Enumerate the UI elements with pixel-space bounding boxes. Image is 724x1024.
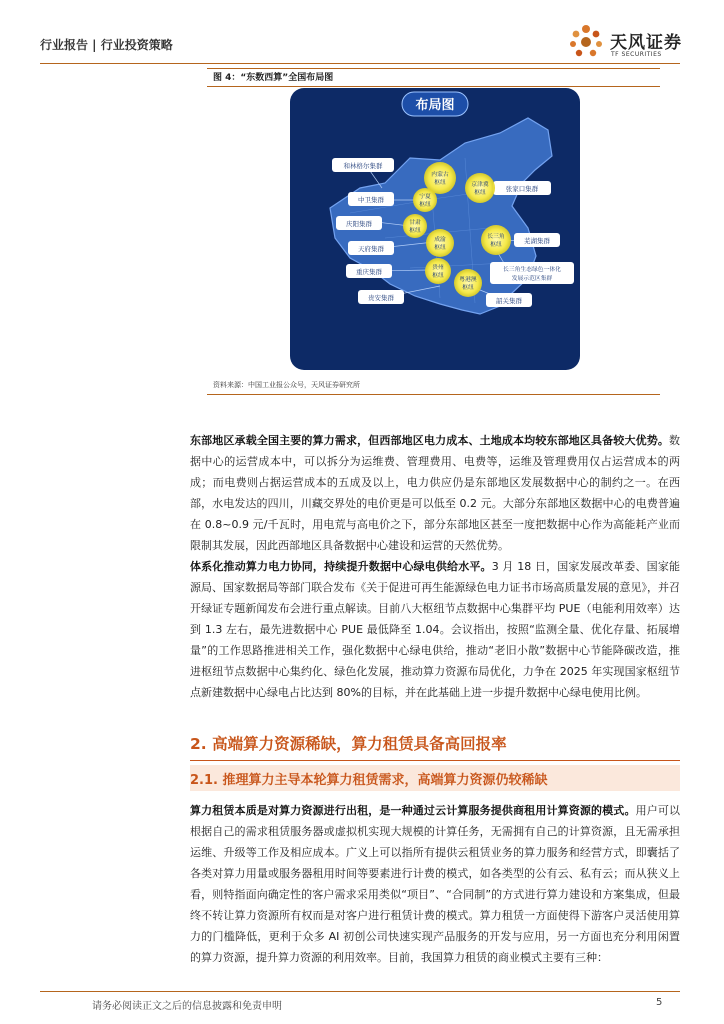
svg-text:枢纽: 枢纽 <box>474 190 486 196</box>
hub-gba-node <box>454 269 482 297</box>
subsection-heading: 2.1. 推理算力主导本轮算力租赁需求，高端算力资源仍较稀缺 <box>190 773 548 788</box>
svg-text:内蒙古: 内蒙古 <box>431 172 449 178</box>
figure-source: 资料来源：中国工业报公众号，天风证券研究所 <box>213 381 360 389</box>
logo-chinese-name: 天风证券 <box>610 33 682 53</box>
section-heading: 2. 高端算力资源稀缺，算力租赁具备高回报率 <box>190 735 507 753</box>
cluster-horinger: 和林格尔集群 <box>343 162 383 170</box>
paragraph-green-power <box>190 556 680 703</box>
cluster-yangtze-eco-line2: 发展示范区集群 <box>511 276 553 282</box>
page-number: 5 <box>656 997 663 1008</box>
hub-chengyu-node <box>426 229 454 257</box>
svg-text:甘肃: 甘肃 <box>409 220 421 226</box>
hub-ningxia-node <box>413 188 437 212</box>
map-title-badge <box>402 92 468 116</box>
cluster-zhangjiakou: 张家口集群 <box>505 185 539 193</box>
cluster-zhongwei: 中卫集群 <box>358 196 384 204</box>
header-divider <box>40 63 680 64</box>
hub-jingjinji-node <box>465 173 495 203</box>
cluster-chongqing: 重庆集群 <box>356 268 382 276</box>
svg-text:粤港澳: 粤港澳 <box>459 277 477 283</box>
cluster-shaoguan: 韶关集群 <box>496 297 522 305</box>
company-logo <box>568 22 698 62</box>
svg-text:枢纽: 枢纽 <box>434 180 446 186</box>
tf-securities-logo-icon <box>568 24 604 60</box>
cluster-yangtze-eco-line1: 长三角生态绿色一体化 <box>503 267 561 273</box>
national-layout-map <box>290 88 580 370</box>
paragraph-text: 用户可以根据自己的需求租赁服务器或虚拟机实现大规模的计算任务，无需拥有自己的计算资源，且无需承担运维、升级等工作及相应成本。广义上可以指所有提供云租赁业务的算力服务和经营方式，即囊括了各类对算力用量或服务器租用时间等要素进行计费的模式，如各类型的公有云、私有云；而从狭义上看，则特指面向确定性的客户需求采用类似“项目”、“合同制”的方式进行算力建设和方案集成，但最终不转让算力资源所有权而是对客户进行租赁计费的模式。算力租赁一方面使得下游客户灵活使用算力的门槛降低，更利于众多 AI 初创公司快速实现产品服务的开发与应用，另一方面也充分利用闲置的算力资源，提升算力资源的利用效率。目前，我国算力租赁的商业模式主要有三种： <box>190 804 680 964</box>
figure-top-rule <box>207 68 660 69</box>
map-title: 布局图 <box>415 98 455 113</box>
hub-yangtze-node <box>481 225 511 255</box>
svg-text:枢纽: 枢纽 <box>462 285 474 291</box>
svg-text:贵州: 贵州 <box>432 265 444 271</box>
paragraph-text: 数据中心的运营成本中，可以拆分为运维费、管理费用、电费等，运维及管理费用仅占运营成本的两成；而电费则占据运营成本的五成及以上，电力供应仍是东部地区发展数据中心的制约之一。在西部，水电发达的四川，川藏交界处的电价更是可以低至 0.2 元。大部分东部地区数据中心的电费普遍在 0.8~0.9 元/千瓦时，用电荒与高电价之下，部分东部地区甚至一度把数据中心作为高能耗产业而限制其发展，因此西部地区具备数据中心建设和运营的天然优势。 <box>190 434 680 552</box>
figure-caption: 图 4：“东数西算”全国布局图 <box>213 73 334 83</box>
cluster-wuhu: 芜湖集群 <box>524 237 550 245</box>
svg-text:枢纽: 枢纽 <box>432 273 444 279</box>
paragraph-lead: 体系化推动算力电力协同，持续提升数据中心绿电供给水平。 <box>190 560 492 573</box>
cluster-guian: 贵安集群 <box>368 294 394 302</box>
svg-text:京津冀: 京津冀 <box>471 182 489 188</box>
hub-guizhou-node <box>425 258 451 284</box>
svg-text:枢纽: 枢纽 <box>434 245 446 251</box>
svg-text:成渝: 成渝 <box>434 237 446 243</box>
paragraph-east-west-cost <box>190 430 680 556</box>
svg-text:枢纽: 枢纽 <box>409 228 421 234</box>
paragraph-text: 3 月 18 日，国家发展改革委、国家能源局、国家数据局等部门联合发布《关于促进可再生能源绿色电力证书市场高质量发展的意见》，并召开绿证专题新闻发布会进行重点解读。目前八大枢纽节点数据中心集群平均 PUE（电能利用效率）达到 1.3 左右，最先进数据中心 PUE 最低降至 1.04。会议指出，按照“监测全量、优化存量、拓展增量”的工作思路推进相关工作，强化数据中心绿电供给，推动“老旧小散”数据中心节能降碳改造，推进枢纽节点数据中心集约化、绿色化发展，推动算力资源布局优化，力争在 2025 年实现国家枢纽节点新建数据中心绿电占比达到 80%的目标，并在此基础上进一步提升数据中心绿电使用比例。 <box>190 560 680 699</box>
report-category: 行业报告 | 行业投资策略 <box>40 38 173 52</box>
figure-caption-rule <box>207 86 660 87</box>
footer-disclaimer: 请务必阅读正文之后的信息披露和免责申明 <box>92 1001 282 1012</box>
section-heading-rule <box>190 760 680 761</box>
cluster-qingyang: 庆阳集群 <box>346 220 372 228</box>
footer-divider <box>40 991 680 992</box>
svg-text:枢纽: 枢纽 <box>419 202 431 208</box>
svg-text:长三角: 长三角 <box>487 234 505 240</box>
paragraph-lead: 算力租赁本质是对算力资源进行出租，是一种通过云计算服务提供商租用计算资源的模式。 <box>190 804 636 817</box>
svg-text:宁夏: 宁夏 <box>419 194 431 200</box>
cluster-tianfu: 天府集群 <box>358 245 384 253</box>
paragraph-compute-leasing <box>190 800 680 968</box>
logo-english-name: TF SECURITIES <box>611 51 662 58</box>
paragraph-lead: 东部地区承载全国主要的算力需求，但西部地区电力成本、土地成本均较东部地区具备较大优势。 <box>190 434 669 447</box>
figure-bottom-rule <box>207 394 660 395</box>
svg-text:枢纽: 枢纽 <box>490 242 502 248</box>
hub-gansu-node <box>403 214 427 238</box>
